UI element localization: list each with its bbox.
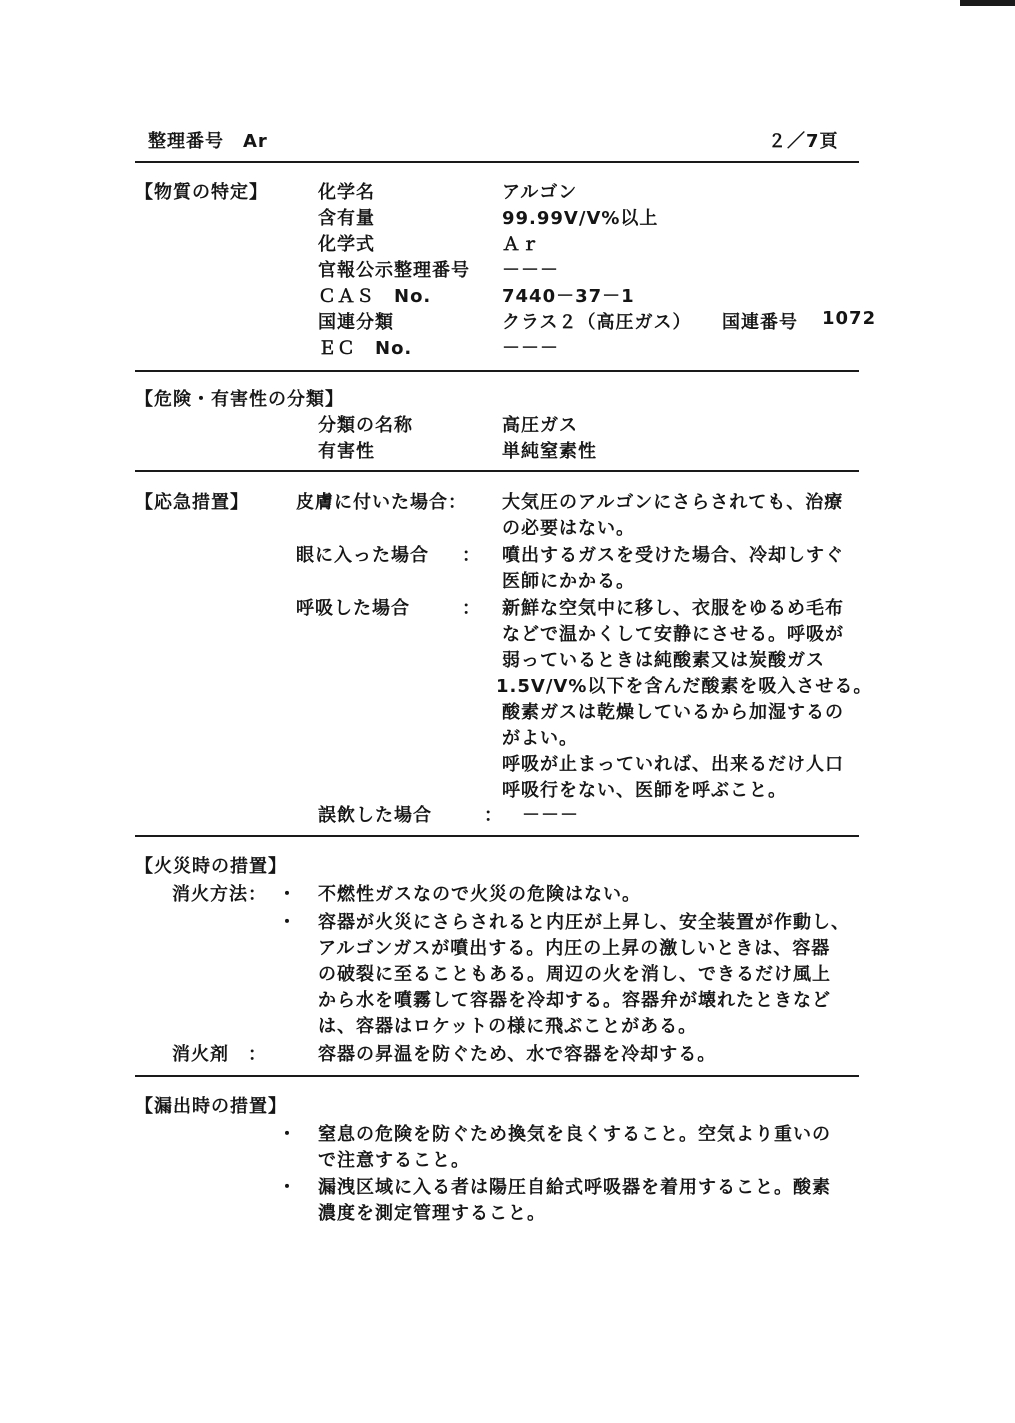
identification-label: 官報公示整理番号	[318, 260, 470, 281]
leak-bullet-text: 漏洩区域に入る者は陽圧自給式呼吸器を着用すること。酸素	[318, 1177, 831, 1198]
inhalation-text: 弱っているときは純酸素又は炭酸ガス	[502, 650, 825, 671]
inhalation-text: などで温かくして安静にさせる。呼吸が	[502, 624, 844, 645]
bullet: ・	[278, 1177, 297, 1198]
section-heading-hazard: 【危険・有害性の分類】	[135, 389, 344, 410]
document-number: 整理番号 Ar	[148, 131, 268, 152]
colon: ：	[462, 545, 481, 566]
fire-bullet-text: アルゴンガスが噴出する。内圧の上昇の激しいときは、容器	[318, 938, 831, 959]
extinguishing-agent-label: 消火剤 ：	[172, 1044, 267, 1065]
divider-first-aid	[135, 835, 859, 837]
fire-bullet-text: は、容器はロケットの様に飛ぶことがある。	[318, 1016, 698, 1037]
section-heading-fire: 【火災時の措置】	[135, 856, 287, 877]
identification-label: 国連分類	[318, 312, 394, 333]
ingestion-value: －－－	[522, 805, 579, 826]
extinguishing-agent-value: 容器の昇温を防ぐため、水で容器を冷却する。	[318, 1044, 717, 1065]
un-number-label: 国連番号	[722, 312, 798, 333]
scan-corner-mark	[960, 0, 1015, 6]
section-heading-leak: 【漏出時の措置】	[135, 1096, 287, 1117]
identification-value: －－－	[502, 260, 559, 281]
hazard-value: 高圧ガス	[502, 415, 578, 436]
section-heading-first-aid: 【応急措置】	[135, 492, 249, 513]
bullet: ・	[278, 912, 297, 933]
hazard-value: 単純窒素性	[502, 441, 597, 462]
bullet: ・	[278, 884, 297, 905]
identification-value: クラス２（高圧ガス）	[502, 312, 692, 333]
colon: ：	[484, 805, 503, 826]
inhalation-text: 酸素ガスは乾燥しているから加湿するの	[502, 702, 844, 723]
identification-value: 7440－37－1	[502, 286, 635, 307]
leak-bullet-text: で注意すること。	[318, 1150, 470, 1171]
section-heading-identification: 【物質の特定】	[135, 182, 268, 203]
divider-identification	[135, 370, 859, 372]
leak-bullet-text: 濃度を測定管理すること。	[318, 1203, 546, 1224]
skin-contact-label: 皮膚に付いた場合：	[296, 492, 467, 513]
identification-label: 化学式	[318, 234, 375, 255]
divider-header	[135, 161, 859, 163]
fire-bullet-text: の破裂に至ることもある。周辺の火を消し、できるだけ風上	[318, 964, 831, 985]
eye-contact-text: 医師にかかる。	[502, 571, 635, 592]
skin-contact-text: の必要はない。	[502, 518, 635, 539]
bullet: ・	[278, 1124, 297, 1145]
hazard-label: 分類の名称	[318, 415, 413, 436]
colon: ：	[462, 598, 481, 619]
hazard-label: 有害性	[318, 441, 375, 462]
identification-value: アルゴン	[502, 182, 578, 203]
identification-value: Ａｒ	[502, 234, 540, 255]
divider-fire	[135, 1075, 859, 1077]
identification-label: 化学名	[318, 182, 375, 203]
fire-bullet-text: 容器が火災にさらされると内圧が上昇し、安全装置が作動し、	[318, 912, 850, 933]
inhalation-text: 呼吸が止まっていれば、出来るだけ人口	[502, 754, 844, 775]
identification-value: －－－	[502, 338, 559, 359]
identification-label: ＥＣ No.	[318, 338, 413, 359]
skin-contact-text: 大気圧のアルゴンにさらされても、治療	[502, 492, 844, 513]
un-number-value: 1072	[822, 308, 877, 329]
ingestion-label: 誤飲した場合	[318, 805, 432, 826]
inhalation-text: 呼吸行をない、医師を呼ぶこと。	[502, 780, 787, 801]
eye-contact-text: 噴出するガスを受けた場合、冷却しすぐ	[502, 545, 844, 566]
inhalation-text: 新鮮な空気中に移し、衣服をゆるめ毛布	[502, 598, 844, 619]
identification-value: 99.99V/V%以上	[502, 208, 659, 229]
fire-bullet-text: 不燃性ガスなので火災の危険はない。	[318, 884, 641, 905]
page-number: ２／7頁	[768, 131, 839, 152]
leak-bullet-text: 窒息の危険を防ぐため換気を良くすること。空気より重いの	[318, 1124, 831, 1145]
extinguishing-method-label: 消火方法：	[172, 884, 267, 905]
inhalation-text: 1.5V/V%以下を含んだ酸素を吸入させる。	[496, 676, 873, 697]
identification-label: 含有量	[318, 208, 375, 229]
divider-hazard	[135, 470, 859, 472]
inhalation-text: がよい。	[502, 728, 578, 749]
eye-contact-label: 眼に入った場合	[296, 545, 429, 566]
inhalation-label: 呼吸した場合	[296, 598, 410, 619]
identification-label: ＣＡＳ No.	[318, 286, 432, 307]
fire-bullet-text: から水を噴霧して容器を冷却する。容器弁が壊れたときなど	[318, 990, 831, 1011]
